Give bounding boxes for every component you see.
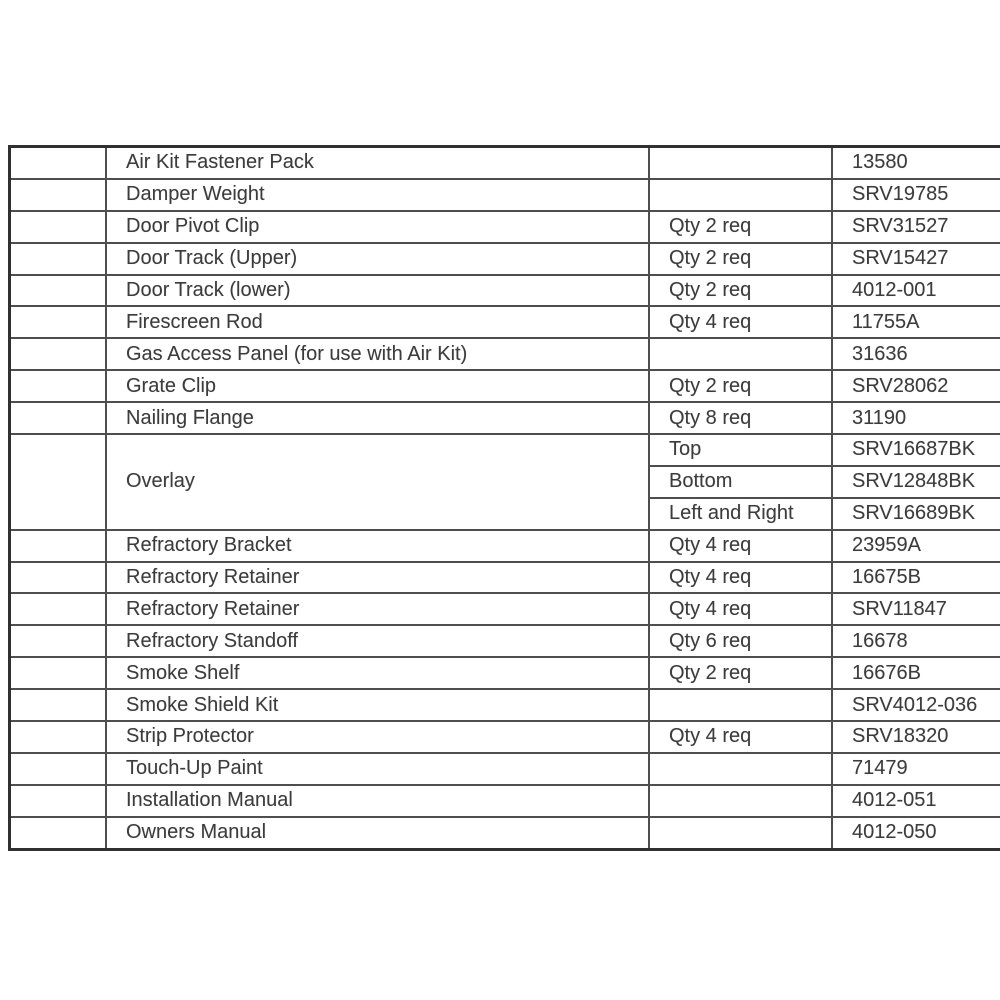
qty-cell: Qty 4 req: [649, 306, 832, 338]
part-number-cell: 31190: [832, 402, 1000, 434]
table-row: [10, 306, 1000, 338]
parts-table-body: [10, 147, 1000, 850]
row-marker-cell: [10, 275, 107, 307]
part-number-cell: 11755A: [832, 306, 1000, 338]
description-cell: Nailing Flange: [106, 402, 649, 434]
qty-cell: Qty 4 req: [649, 593, 832, 625]
description-cell: Refractory Retainer: [106, 593, 649, 625]
description-cell: Strip Protector: [106, 721, 649, 753]
description-cell: Damper Weight: [106, 179, 649, 211]
part-number-cell: 31636: [832, 338, 1000, 370]
row-marker-cell: [10, 593, 107, 625]
row-marker-cell: [10, 785, 107, 817]
table-row: [10, 689, 1000, 721]
table-row: [10, 817, 1000, 849]
description-cell: Air Kit Fastener Pack: [106, 147, 649, 179]
row-marker-cell: [10, 147, 107, 179]
row-marker-cell: [10, 211, 107, 243]
qty-cell: [649, 147, 832, 179]
part-number-cell: SRV11847: [832, 593, 1000, 625]
qty-cell: [649, 689, 832, 721]
part-number-cell: 4012-050: [832, 817, 1000, 849]
part-number-cell: 16675B: [832, 562, 1000, 594]
table-row: [10, 147, 1000, 179]
row-marker-cell: [10, 179, 107, 211]
part-number-cell: 4012-001: [832, 275, 1000, 307]
part-number-cell: 16676B: [832, 657, 1000, 689]
row-marker-cell: [10, 721, 107, 753]
table-row: [10, 338, 1000, 370]
row-marker-cell: [10, 657, 107, 689]
description-cell: Smoke Shield Kit: [106, 689, 649, 721]
part-number-cell: SRV4012-036: [832, 689, 1000, 721]
description-cell: Door Track (Upper): [106, 243, 649, 275]
row-marker-cell: [10, 370, 107, 402]
qty-cell: Qty 6 req: [649, 625, 832, 657]
part-number-cell: SRV16689BK: [832, 498, 1000, 530]
table-row: [10, 211, 1000, 243]
table-row: [10, 721, 1000, 753]
table-row: [10, 657, 1000, 689]
qty-cell: Qty 2 req: [649, 370, 832, 402]
row-marker-cell: [10, 753, 107, 785]
qty-cell: Qty 2 req: [649, 657, 832, 689]
row-marker-cell: [10, 338, 107, 370]
description-cell: Refractory Retainer: [106, 562, 649, 594]
qty-cell: Qty 4 req: [649, 530, 832, 562]
description-cell: Gas Access Panel (for use with Air Kit): [106, 338, 649, 370]
part-number-cell: 13580: [832, 147, 1000, 179]
qty-cell: Top: [649, 434, 832, 466]
part-number-cell: SRV16687BK: [832, 434, 1000, 466]
qty-cell: Qty 2 req: [649, 243, 832, 275]
table-row: [10, 753, 1000, 785]
qty-cell: Bottom: [649, 466, 832, 498]
row-marker-cell: [10, 530, 107, 562]
row-marker-cell: [10, 306, 107, 338]
table-row: [10, 434, 1000, 466]
table-row: [10, 243, 1000, 275]
table-row: [10, 370, 1000, 402]
description-cell: Refractory Bracket: [106, 530, 649, 562]
description-cell: Door Track (lower): [106, 275, 649, 307]
row-marker-cell: [10, 402, 107, 434]
row-marker-cell: [10, 689, 107, 721]
part-number-cell: SRV18320: [832, 721, 1000, 753]
description-cell: Firescreen Rod: [106, 306, 649, 338]
qty-cell: Left and Right: [649, 498, 832, 530]
part-number-cell: 16678: [832, 625, 1000, 657]
description-cell: Installation Manual: [106, 785, 649, 817]
part-number-cell: 4012-051: [832, 785, 1000, 817]
table-row: [10, 275, 1000, 307]
table-row: [10, 530, 1000, 562]
row-marker-cell: [10, 625, 107, 657]
description-cell: Touch-Up Paint: [106, 753, 649, 785]
description-cell: Door Pivot Clip: [106, 211, 649, 243]
part-number-cell: 23959A: [832, 530, 1000, 562]
row-marker-cell: [10, 562, 107, 594]
parts-table: [8, 145, 1000, 851]
description-cell: Owners Manual: [106, 817, 649, 849]
table-row: [10, 625, 1000, 657]
row-marker-cell: [10, 817, 107, 849]
table-row: [10, 179, 1000, 211]
description-cell: Refractory Standoff: [106, 625, 649, 657]
part-number-cell: SRV31527: [832, 211, 1000, 243]
table-row: [10, 785, 1000, 817]
qty-cell: [649, 338, 832, 370]
description-cell: Grate Clip: [106, 370, 649, 402]
qty-cell: [649, 817, 832, 849]
row-marker-cell: [10, 243, 107, 275]
qty-cell: Qty 8 req: [649, 402, 832, 434]
qty-cell: Qty 2 req: [649, 211, 832, 243]
table-row: [10, 562, 1000, 594]
table-row: [10, 402, 1000, 434]
qty-cell: [649, 179, 832, 211]
qty-cell: [649, 753, 832, 785]
qty-cell: [649, 785, 832, 817]
part-number-cell: 71479: [832, 753, 1000, 785]
qty-cell: Qty 4 req: [649, 562, 832, 594]
part-number-cell: SRV15427: [832, 243, 1000, 275]
description-cell: Overlay: [106, 434, 649, 530]
description-cell: Smoke Shelf: [106, 657, 649, 689]
table-row: [10, 593, 1000, 625]
qty-cell: Qty 4 req: [649, 721, 832, 753]
part-number-cell: SRV12848BK: [832, 466, 1000, 498]
row-marker-cell: [10, 434, 107, 530]
qty-cell: Qty 2 req: [649, 275, 832, 307]
part-number-cell: SRV28062: [832, 370, 1000, 402]
part-number-cell: SRV19785: [832, 179, 1000, 211]
